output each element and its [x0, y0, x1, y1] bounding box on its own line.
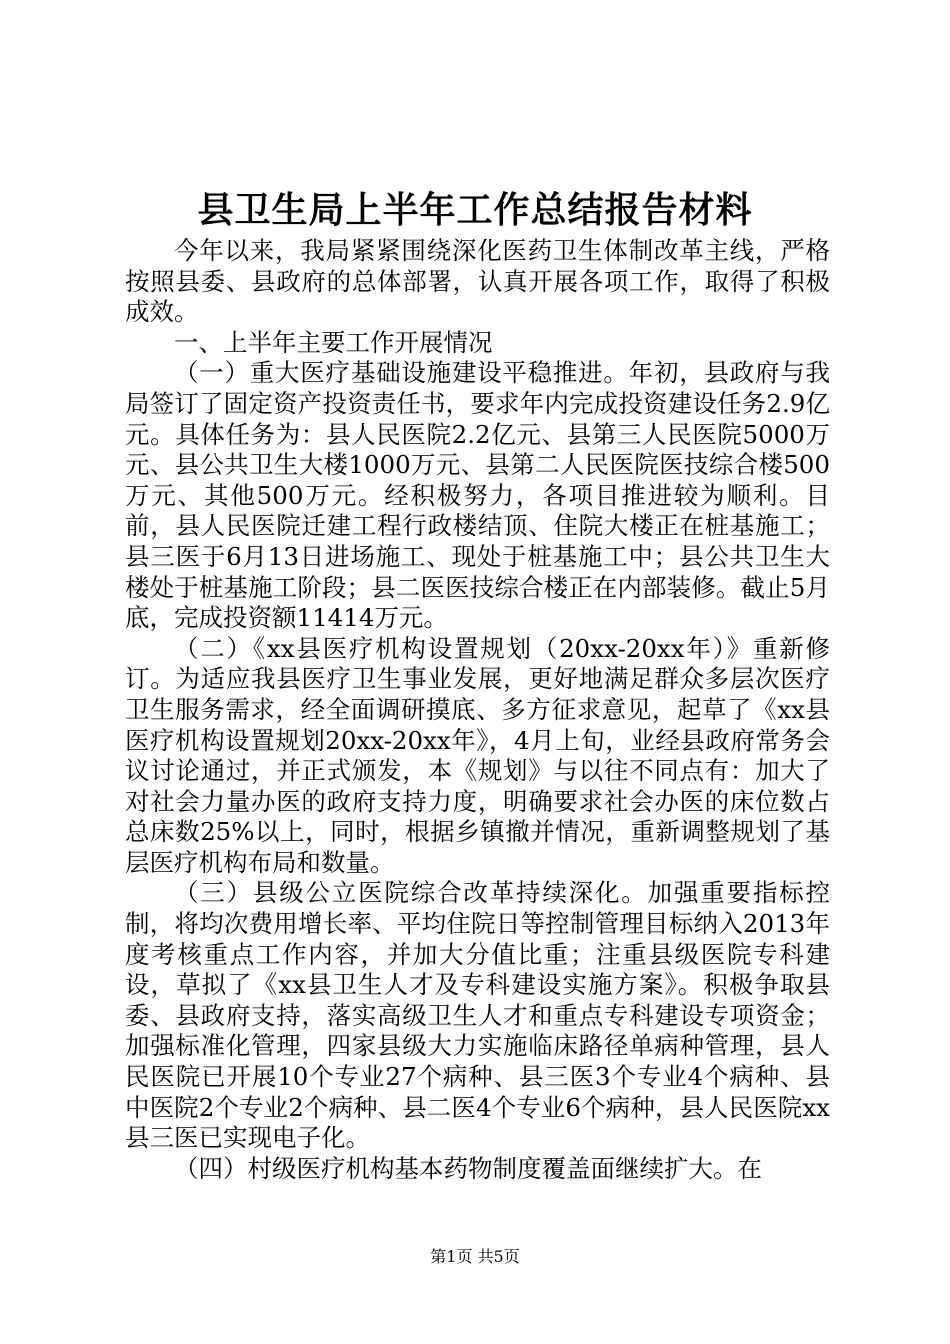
- page-footer: 第1页 共5页: [430, 1247, 520, 1266]
- document-title: 县卫生局上半年工作总结报告材料: [197, 189, 753, 231]
- paragraph-intro: 今年以来，我局紧紧围绕深化医药卫生体制改革主线，严格按照县委、县政府的总体部署，认真开展各项工作，取得了积极成效。: [125, 236, 830, 327]
- paragraph-village-drugs: （四）村级医疗机构基本药物制度覆盖面继续扩大。在: [174, 1153, 762, 1183]
- section-heading: 一、上半年主要工作开展情况: [174, 327, 493, 357]
- paragraph-infrastructure: （一）重大医疗基础设施建设平稳推进。年初，县政府与我局签订了固定资产投资责任书，要求年内完成投资建设任务2.9亿元。具体任务为：县人民医院2.2亿元、县第三人民医院5000万元、县公共卫生大楼1000万元、县第二人民医院医技综合楼500万元、其他500万元。经积极努力，各项目推进较为顺利。目前，县人民医院迁建工程行政楼结顶、住院大楼正在桩基施工；县三医于6月13日进场施工、现处于桩基施工中；县公共卫生大楼处于桩基施工阶段；县二医医技综合楼正在内部装修。截止5月底，完成投资额11414万元。: [125, 358, 830, 633]
- paragraph-planning: （二）《xx县医疗机构设置规划（20xx-20xx年）》重新修订。为适应我县医疗卫生事业发展，更好地满足群众多层次医疗卫生服务需求，经全面调研摸底、多方征求意见，起草了《xx县医疗机构设置规划20xx-20xx年》，4月上旬，业经县政府常务会议讨论通过，并正式颁发，本《规划》与以往不同点有：加大了对社会力量办医的政府支持力度，明确要求社会办医的床位数占总床数25%以上，同时，根据乡镇撤并情况，重新调整规划了基层医疗机构布局和数量。: [125, 633, 830, 877]
- document-body: [125, 236, 830, 1184]
- paragraph-hospital-reform: （三）县级公立医院综合改革持续深化。加强重要指标控制，将均次费用增长率、平均住院日等控制管理目标纳入2013年度考核重点工作内容，并加大分值比重；注重县级医院专科建设，草拟了《xx县卫生人才及专科建设实施方案》。积极争取县委、县政府支持，落实高级卫生人才和重点专科建设专项资金；加强标准化管理，四家县级大力实施临床路径单病种管理，县人民医院已开展10个专业27个病种、县三医3个专业4个病种、县中医院2个专业2个病种、县二医4个专业6个病种，县人民医院xx县三医已实现电子化。: [125, 878, 830, 1153]
